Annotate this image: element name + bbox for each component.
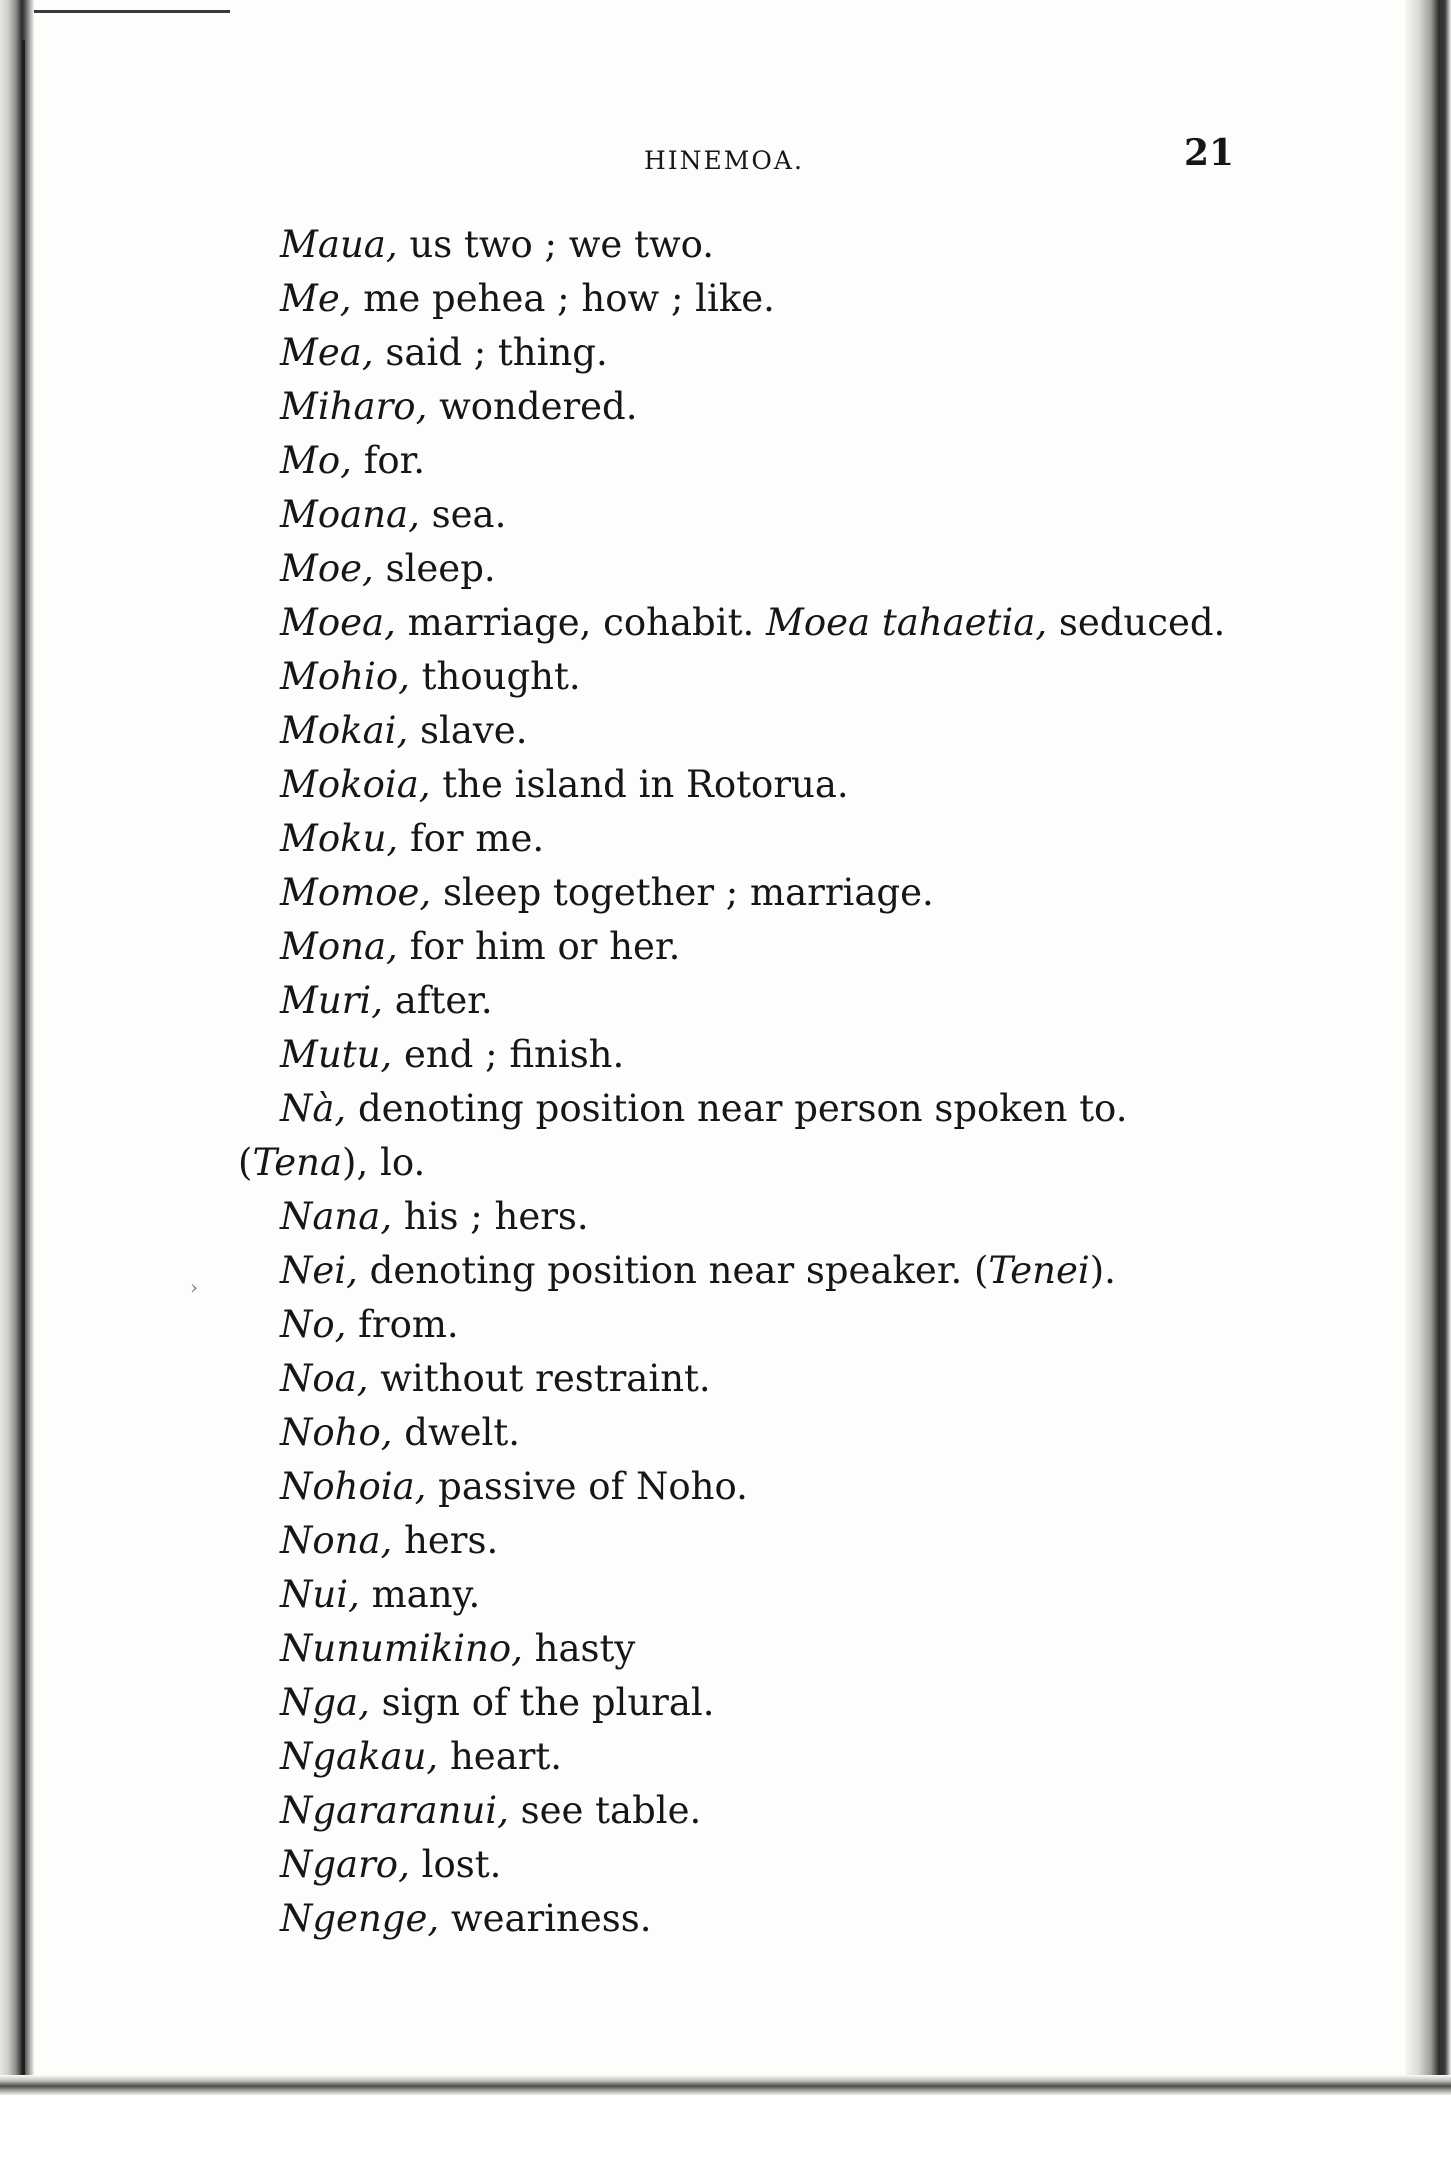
definition: hers. xyxy=(392,1519,499,1562)
glossary-entry xyxy=(280,1568,480,1622)
scan-margin-bottom xyxy=(0,2095,1451,2165)
headword: Muri, xyxy=(280,979,383,1022)
glossary-entry xyxy=(280,542,496,596)
definition: sleep. xyxy=(373,547,496,590)
definition: dwelt. xyxy=(392,1411,521,1454)
definition: the island in Rotorua. xyxy=(430,763,849,806)
headword: Mutu, xyxy=(280,1033,393,1076)
headword: Nana, xyxy=(280,1195,393,1238)
definition: his ; hers. xyxy=(392,1195,589,1238)
definition: from. xyxy=(346,1303,459,1346)
glossary-entry xyxy=(280,1460,748,1514)
headword: Nui, xyxy=(280,1573,360,1616)
headword: Nunumikino, xyxy=(280,1627,523,1670)
headword: Moana, xyxy=(280,493,420,536)
headword: Ngenge, xyxy=(280,1897,440,1940)
definition: weariness. xyxy=(439,1897,652,1940)
headword: Mokoia, xyxy=(280,763,431,806)
headword: Miharo, xyxy=(280,385,428,428)
definition: heart. xyxy=(438,1735,563,1778)
glossary-entry xyxy=(280,758,849,812)
page-edge-top xyxy=(10,10,230,13)
headword: Noa, xyxy=(280,1357,369,1400)
glossary-entry xyxy=(280,866,934,920)
headword: Momoe, xyxy=(280,871,432,914)
page-edge-right xyxy=(1405,0,1451,2165)
glossary-entry xyxy=(280,812,544,866)
definition: without restraint. xyxy=(368,1357,711,1400)
definition-secondary: ). xyxy=(1089,1249,1116,1292)
glossary-entry xyxy=(280,1514,498,1568)
definition: denoting position near speaker. ( xyxy=(357,1249,989,1292)
headword: Mona, xyxy=(280,925,398,968)
page-number: 21 xyxy=(1184,132,1235,174)
glossary-entry xyxy=(280,380,638,434)
glossary-entry xyxy=(280,1784,701,1838)
definition: me pehea ; how ; like. xyxy=(351,277,775,320)
binding-line xyxy=(22,40,25,2080)
definition: for. xyxy=(351,439,426,482)
glossary-entry xyxy=(280,1190,589,1244)
headword: Tena xyxy=(252,1141,343,1184)
glossary-entry xyxy=(280,272,775,326)
headword: Nà, xyxy=(280,1087,347,1130)
glossary-entry xyxy=(280,434,425,488)
definition: passive of Noho. xyxy=(426,1465,748,1508)
definition: after. xyxy=(383,979,493,1022)
glossary-entry xyxy=(280,488,506,542)
stray-mark: › xyxy=(190,1275,198,1299)
glossary-entry xyxy=(280,1082,1127,1136)
headword: Nona, xyxy=(280,1519,393,1562)
glossary-entry xyxy=(280,1352,711,1406)
headword: Nga, xyxy=(280,1681,370,1724)
definition-secondary: seduced. xyxy=(1047,601,1226,644)
definition: for me. xyxy=(398,817,545,860)
definition: ), lo. xyxy=(342,1141,426,1184)
glossary-entry xyxy=(280,650,581,704)
definition: sign of the plural. xyxy=(369,1681,715,1724)
definition: us two ; we two. xyxy=(397,223,715,266)
headword: Maua, xyxy=(280,223,398,266)
glossary-entry xyxy=(280,704,527,758)
glossary-entry xyxy=(280,1676,715,1730)
glossary-entry-continuation xyxy=(238,1136,425,1190)
glossary-entry xyxy=(280,1244,1116,1298)
definition: marriage, cohabit. xyxy=(395,601,766,644)
definition: thought. xyxy=(409,655,581,698)
glossary-entry xyxy=(280,1406,520,1460)
definition: sea. xyxy=(419,493,507,536)
definition: lost. xyxy=(409,1843,502,1886)
definition: see table. xyxy=(508,1789,702,1832)
glossary-entry xyxy=(280,218,714,272)
running-head: HINEMOA. xyxy=(644,146,804,175)
headword-secondary: Tenei xyxy=(988,1249,1090,1292)
glossary-entry xyxy=(280,596,1225,650)
headword: Me, xyxy=(280,277,352,320)
page-edge-bottom xyxy=(0,2075,1451,2095)
headword: Mokai, xyxy=(280,709,409,752)
definition: many. xyxy=(359,1573,481,1616)
definition: end ; finish. xyxy=(392,1033,625,1076)
headword: Ngaro, xyxy=(280,1843,410,1886)
book-binding-left xyxy=(0,0,34,2165)
headword: Ngakau, xyxy=(280,1735,439,1778)
headword: Mo, xyxy=(280,439,352,482)
headword: Mea, xyxy=(280,331,374,374)
glossary-entry xyxy=(280,1298,459,1352)
glossary-entry xyxy=(280,1838,501,1892)
paren-open: ( xyxy=(238,1141,253,1184)
definition: wondered. xyxy=(427,385,638,428)
glossary-entry xyxy=(280,1730,562,1784)
glossary-entry xyxy=(280,920,680,974)
headword: Nohoia, xyxy=(280,1465,427,1508)
definition: slave. xyxy=(408,709,528,752)
headword-secondary: Moea tahaetia, xyxy=(765,601,1048,644)
definition: said ; thing. xyxy=(373,331,608,374)
definition: sleep together ; marriage. xyxy=(431,871,934,914)
headword: Nei, xyxy=(280,1249,358,1292)
page-header xyxy=(0,132,1451,182)
glossary-entry xyxy=(280,974,493,1028)
glossary-entry xyxy=(280,326,608,380)
glossary-entry xyxy=(280,1622,635,1676)
headword: Noho, xyxy=(280,1411,393,1454)
definition: denoting position near person spoken to. xyxy=(346,1087,1128,1130)
headword: No, xyxy=(280,1303,347,1346)
definition: hasty xyxy=(522,1627,636,1670)
definition: for him or her. xyxy=(397,925,681,968)
headword: Moea, xyxy=(280,601,396,644)
headword: Moe, xyxy=(280,547,374,590)
headword: Moku, xyxy=(280,817,399,860)
headword: Mohio, xyxy=(280,655,410,698)
glossary-entry xyxy=(280,1028,624,1082)
glossary-entry xyxy=(280,1892,652,1946)
headword: Ngararanui, xyxy=(280,1789,509,1832)
